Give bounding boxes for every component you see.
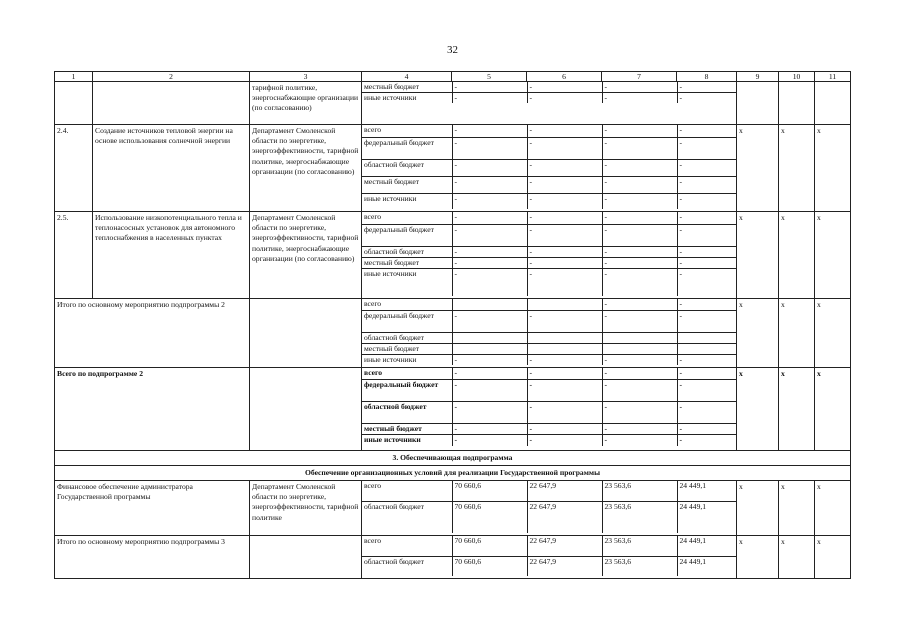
total-main-2-row: Итого по основному мероприятию подпрограммы 2 всего - - федеральный бюджет - - - - областной бюджет местный бюджет иные источники - - - - х х х (55, 299, 851, 368)
funding-source: местный бюджет (362, 82, 452, 93)
funding-grid: всего - - - - федеральный бюджет - - - - областной бюджет - - - - местный бюджет - - - - иные источники - - - - (362, 125, 736, 209)
item-name: Финансовое обеспечение администратора Государственной программы (55, 481, 250, 536)
funding-source: иные источники (362, 193, 452, 209)
funding-source: областной бюджет (362, 501, 452, 533)
funding-grid: всего - - - - федеральный бюджет - - - - областной бюджет - - - - местный бюджет - - - - иные источники - - - - (362, 212, 736, 296)
funding-source: всего (362, 481, 452, 501)
item-name: Использование низкопотенциального тепла и теплонасосных установок для автономного теплоснабжения в населенных пунктах (93, 212, 250, 299)
program-table (54, 71, 851, 579)
funding-source: федеральный бюджет (362, 224, 452, 246)
total-label: Итого по основному мероприятию подпрограммы 2 (55, 299, 250, 368)
executor-cell: Департамент Смоленской области по энергетике, энергоэффективности, тарифной политике, энергоснабжающие организации (по согласованию) (250, 212, 362, 299)
item-number: 2.5. (55, 212, 93, 299)
funding-source: иные источники (362, 354, 452, 365)
total-label: Всего по подпрограмме 2 (55, 368, 250, 451)
col-header: 2 (93, 72, 250, 82)
funding-source: всего (362, 125, 452, 137)
item-row-2-4: 2.4. Создание источников тепловой энергии на основе использования солнечной энергии Департамент Смоленской области по энергетике, энергоэффективности, тарифной политике, энергоснабжающие организации (по согласованию) всего - - - - федеральный бюджет - - - - областной бюджет - - - - местный бюджет - - - - иные источники - - - - х х х (55, 125, 851, 212)
funding-source: областной бюджет (362, 159, 452, 176)
funding-source: областной бюджет (362, 246, 452, 257)
funding-source: иные источники (362, 434, 452, 446)
funding-grid: всего - - - - федеральный бюджет - - - - областной бюджет - - - - местный бюджет - - - - иные источники - - - - (362, 368, 736, 446)
col-header: 5 (452, 72, 527, 82)
funding-source: областной бюджет (362, 332, 452, 343)
total-main-3-row: Итого по основному мероприятию подпрограммы 3 всего 70 660,6 22 647,9 23 563,6 24 449,1 областной бюджет 70 660,6 22 647,9 23 563,6 24 449,1 х х х (55, 536, 851, 579)
section-3-row (55, 451, 851, 466)
funding-source: всего (362, 299, 452, 310)
funding-source: федеральный бюджет (362, 379, 452, 401)
total-sub-2-row: Всего по подпрограмме 2 всего - - - - федеральный бюджет - - - - областной бюджет - - - - местный бюджет - - - - иные источники - - - - х х х (55, 368, 851, 451)
funding-source: федеральный бюджет (362, 137, 452, 159)
col-header: 3 (250, 72, 362, 82)
section-subtitle: Обеспечение организационных условий для реализации Государственной программы (55, 466, 851, 481)
item-name: Создание источников тепловой энергии на основе использования солнечной энергии (93, 125, 250, 212)
column-number-row (55, 72, 851, 82)
total-label: Итого по основному мероприятию подпрограммы 3 (55, 536, 250, 579)
col-header: 6 (527, 72, 602, 82)
col-header: 1 (55, 72, 93, 82)
page-number: 32 (447, 44, 458, 56)
funding-source: местный бюджет (362, 423, 452, 434)
funding-source: иные источники (362, 268, 452, 296)
continuation-row (55, 82, 851, 125)
col-header: 10 (779, 72, 815, 82)
funding-source: областной бюджет (362, 401, 452, 423)
funding-grid: всего 70 660,6 22 647,9 23 563,6 24 449,1 областной бюджет 70 660,6 22 647,9 23 563,6 24 449,1 (362, 536, 736, 576)
executor-cell: Департамент Смоленской области по энергетике, энергоэффективности, тарифной политике, энергоснабжающие организации (по согласованию) (250, 125, 362, 212)
funding-grid: всего - - федеральный бюджет - - - - областной бюджет местный бюджет иные источники - - - - (362, 299, 736, 365)
executor-cell: Департамент Смоленской области по энергетике, энергоэффективности, тарифной политике (250, 481, 362, 536)
col-header: 8 (677, 72, 737, 82)
funding-source: всего (362, 536, 452, 556)
funding-source: областной бюджет (362, 556, 452, 576)
funding-source: местный бюджет (362, 343, 452, 354)
funding-source: федеральный бюджет (362, 310, 452, 332)
section-3-subtitle-row (55, 466, 851, 481)
funding-source: местный бюджет (362, 257, 452, 268)
funding-grid: местный бюджет - - - - иные источники - - - - (362, 82, 736, 103)
fin-admin-row: Финансовое обеспечение администратора Государственной программы Департамент Смоленской области по энергетике, энергоэффективности, тарифной политике всего 70 660,6 22 647,9 23 563,6 24 449,1 областной бюджет 70 660,6 22 647,9 23 563,6 24 449,1 х х х (55, 481, 851, 536)
col-header: 11 (815, 72, 851, 82)
col-header: 7 (602, 72, 677, 82)
col-header: 4 (362, 72, 452, 82)
item-row-2-5: 2.5. Использование низкопотенциального тепла и теплонасосных установок для автономного теплоснабжения в населенных пунктах Департамент Смоленской области по энергетике, энергоэффективности, тарифной политике, энергоснабжающие организации (по согласованию) всего - - - - федеральный бюджет - - - - областной бюджет - - - - местный бюджет - - - - иные источники - - - - х х х (55, 212, 851, 299)
item-number: 2.4. (55, 125, 93, 212)
funding-source: иные источники (362, 93, 452, 104)
funding-source: местный бюджет (362, 176, 452, 193)
col-header: 9 (737, 72, 779, 82)
section-title: 3. Обеспечивающая подпрограмма (55, 451, 851, 466)
funding-source: всего (362, 212, 452, 224)
funding-grid: всего 70 660,6 22 647,9 23 563,6 24 449,1 областной бюджет 70 660,6 22 647,9 23 563,6 24 449,1 (362, 481, 736, 533)
executor-cell: тарифной политике, энергоснабжающие организации (по согласованию) (250, 82, 362, 125)
funding-source: всего (362, 368, 452, 379)
